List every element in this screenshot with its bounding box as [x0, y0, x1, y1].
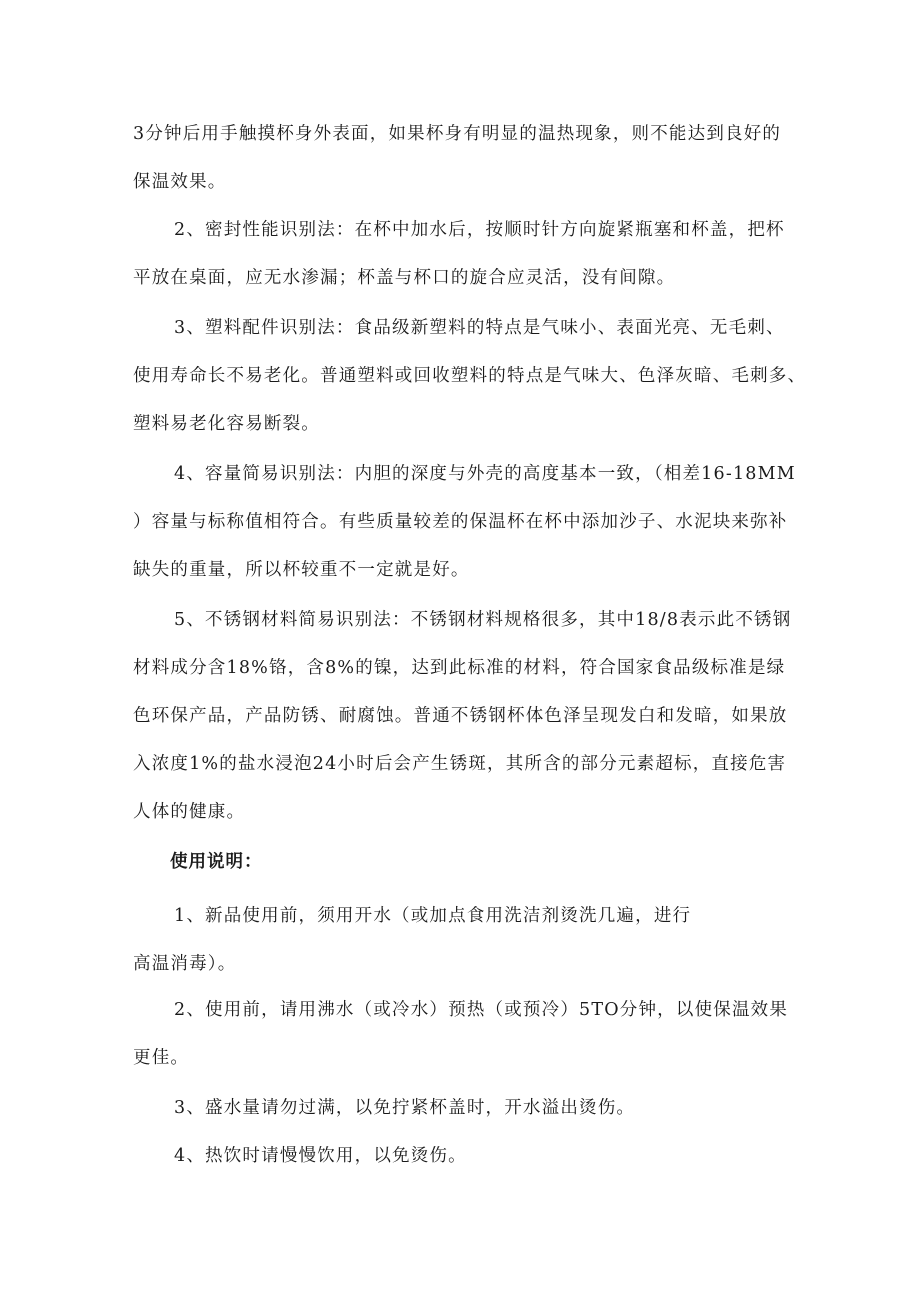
paragraph-line: 2、密封性能识别法：在杯中加水后，按顺时针方向旋紧瓶塞和杯盖，把杯 [174, 220, 785, 240]
paragraph-line: 塑料易老化容易断裂。 [133, 414, 320, 434]
paragraph-line: 色环保产品，产品防锈、耐腐蚀。普通不锈钢杯体色泽呈现发白和发暗，如果放 [133, 706, 788, 726]
section-heading: 使用说明： [170, 852, 263, 872]
paragraph-line: 入浓度1%的盐水浸泡24小时后会产生锈斑，其所含的部分元素超标，直接危害 [133, 754, 787, 774]
paragraph-line: 4、容量简易识别法：内胆的深度与外壳的高度基本一致，（相差16-18MM [174, 464, 796, 484]
paragraph-line: 4、热饮时请慢慢饮用，以免烫伤。 [174, 1146, 467, 1166]
paragraph-line: 平放在桌面，应无水渗漏；杯盖与杯口的旋合应灵活，没有间隙。 [133, 268, 676, 288]
paragraph-line: 材料成分含18%铬，含8%的镍，达到此标准的材料，符合国家食品级标准是绿 [133, 658, 786, 678]
paragraph-line: 2、使用前，请用沸水（或冷水）预热（或预冷）5TO分钟，以使保温效果 [174, 1000, 789, 1020]
paragraph-line: 保温效果。 [133, 172, 227, 192]
paragraph-line: 5、不锈钢材料简易识别法：不锈钢材料规格很多，其中18/8表示此不锈钢 [174, 610, 792, 630]
paragraph-line: 1、新品使用前，须用开水（或加点食用洗洁剂烫洗几遍，进行 [174, 906, 692, 926]
paragraph-line: 更佳。 [133, 1048, 190, 1068]
paragraph-line: 3、塑料配件识别法：食品级新塑料的特点是气味小、表面光亮、无毛刺、 [174, 318, 785, 338]
paragraph-line: 人体的健康。 [133, 802, 246, 822]
paragraph-line: 3、盛水量请勿过满，以免拧紧杯盖时，开水溢出烫伤。 [174, 1098, 636, 1118]
paragraph-line: ）容量与标称值相符合。有些质量较差的保温杯在杯中添加沙子、水泥块来弥补 [133, 512, 788, 532]
paragraph-line: 高温消毒）。 [133, 954, 237, 974]
paragraph-line: 使用寿命长不易老化。普通塑料或回收塑料的特点是气味大、色泽灰暗、毛刺多、 [133, 366, 807, 386]
paragraph-line: 3分钟后用手触摸杯身外表面，如果杯身有明显的温热现象，则不能达到良好的 [133, 124, 782, 144]
paragraph-line: 缺失的重量，所以杯较重不一定就是好。 [133, 560, 470, 580]
